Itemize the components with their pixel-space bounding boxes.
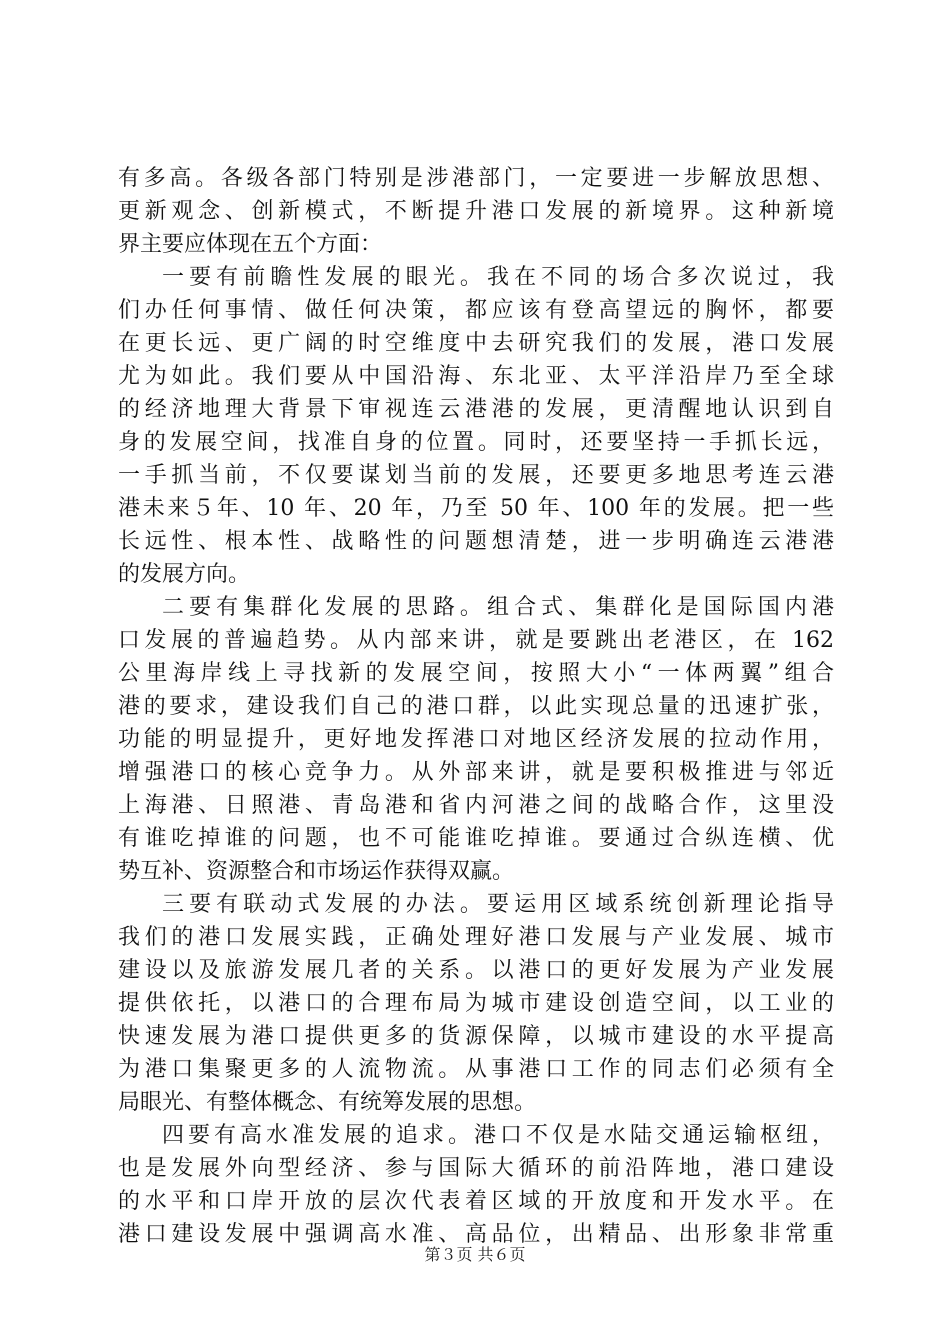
text-line: 港的要求，建设我们自己的港口群，以此实现总量的迅速扩张， [118,694,834,719]
paragraph-start-line: 二要有集群化发展的思路。组合式、集群化是国际国内港 [162,595,834,620]
text-line: 增强港口的核心竞争力。从外部来讲，就是要积极推进与邻近 [118,760,834,785]
text-line: 快速发展为港口提供更多的货源保障，以城市建设的水平提高 [118,1024,834,1049]
text-line: 也是发展外向型经济、参与国际大循环的前沿阵地，港口建设 [118,1156,834,1181]
text-line: 港口建设发展中强调高水准、高品位，出精品、出形象非常重 [118,1222,834,1247]
text-line: 口发展的普遍趋势。从内部来讲，就是要跳出老港区，在 162 [118,628,834,653]
text-line: 尤为如此。我们要从中国沿海、东北亚、太平洋沿岸乃至全球 [118,364,834,389]
text-line: 的发展方向。 [118,562,251,587]
text-line: 在更长远、更广阔的时空维度中去研究我们的发展，港口发展 [118,331,834,356]
text-line: 上海港、日照港、青岛港和省内河港之间的战略合作，这里没 [118,793,834,818]
text-line: 有多高。各级各部门特别是涉港部门，一定要进一步解放思想、 [118,166,834,191]
document-body [118,162,834,1251]
paragraph-start-line: 一要有前瞻性发展的眼光。我在不同的场合多次说过，我 [162,265,834,290]
text-line: 的水平和口岸开放的层次代表着区域的开放度和开发水平。在 [118,1189,834,1214]
text-line: 更新观念、创新模式，不断提升港口发展的新境界。这种新境 [118,199,834,224]
text-line: 们办任何事情、做任何决策，都应该有登高望远的胸怀，都要 [118,298,834,323]
paragraph-start-line: 三要有联动式发展的办法。要运用区域系统创新理论指导 [162,892,834,917]
text-line: 界主要应体现在五个方面： [118,232,383,257]
text-line: 建设以及旅游发展几者的关系。以港口的更好发展为产业发展 [118,958,834,983]
text-line: 身的发展空间，找准自身的位置。同时，还要坚持一手抓长远， [118,430,834,455]
text-line: 公里海岸线上寻找新的发展空间，按照大小“一体两翼”组合 [118,661,834,686]
text-line: 功能的明显提升，更好地发挥港口对地区经济发展的拉动作用， [118,727,834,752]
text-line: 的经济地理大背景下审视连云港港的发展，更清醒地认识到自 [118,397,834,422]
text-line: 一手抓当前，不仅要谋划当前的发展，还要更多地思考连云港 [118,463,834,488]
text-line: 提供依托，以港口的合理布局为城市建设创造空间，以工业的 [118,991,834,1016]
text-line: 我们的港口发展实践，正确处理好港口发展与产业发展、城市 [118,925,834,950]
text-line: 为港口集聚更多的人流物流。从事港口工作的同志们必须有全 [118,1057,834,1082]
text-line: 势互补、资源整合和市场运作获得双赢。 [118,859,515,884]
text-line: 港未来５年、10 年、20 年，乃至 50 年、100 年的发展。把一些 [118,496,834,521]
text-line: 有谁吃掉谁的问题，也不可能谁吃掉谁。要通过合纵连横、优 [118,826,834,851]
text-line: 长远性、根本性、战略性的问题想清楚，进一步明确连云港港 [118,529,834,554]
page-number-footer: 第３页 共６页 [424,1245,526,1264]
paragraph-start-line: 四要有高水准发展的追求。港口不仅是水陆交通运输枢纽， [162,1123,834,1148]
text-line: 局眼光、有整体概念、有统筹发展的思想。 [118,1090,537,1115]
